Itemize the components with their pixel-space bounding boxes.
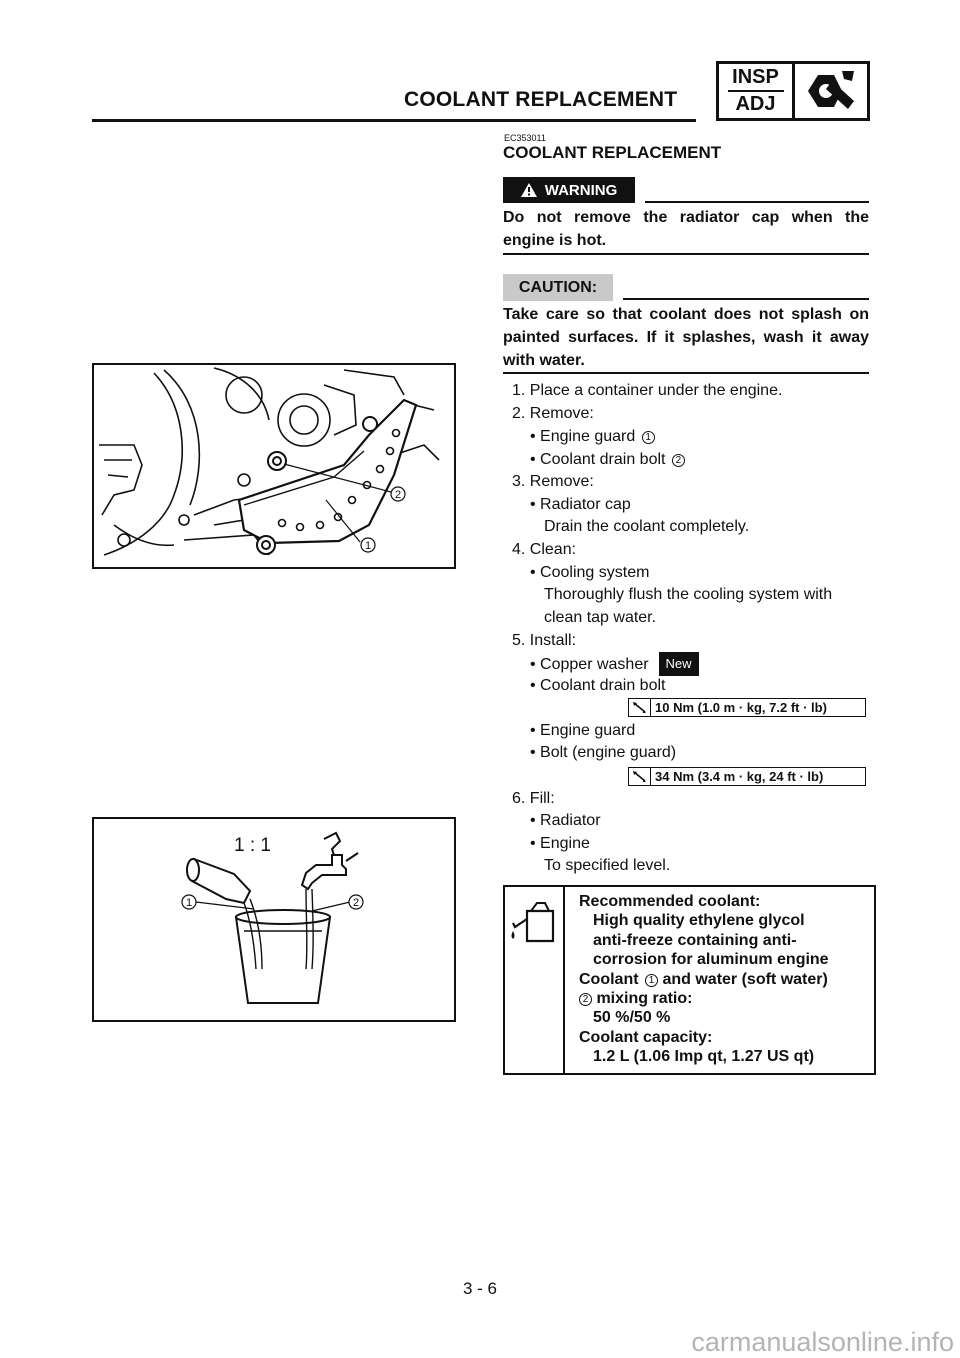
step-2: 2. Remove:: [512, 405, 594, 422]
insp-divider: [728, 90, 784, 92]
insp-text: INSP: [732, 66, 779, 88]
step-3a-note: Drain the coolant completely.: [544, 518, 750, 535]
torque-wrench-icon: [629, 768, 651, 785]
torque-value-2: 34 Nm (3.4 m · kg, 24 ft · lb): [655, 769, 824, 784]
spec-line-4: corrosion for aluminum engine: [593, 951, 829, 969]
step-3: 3. Remove:: [512, 473, 594, 490]
caution-top-rule: [623, 298, 869, 300]
adj-text: ADJ: [735, 93, 776, 115]
callout-2: 2: [352, 897, 360, 909]
step-2a: [530, 426, 655, 448]
step-6b: • Engine: [530, 835, 590, 852]
step-5d: • Bolt (engine guard): [530, 744, 677, 761]
insp-adj-label: [719, 64, 795, 118]
watermark: carmanualsonline.info: [691, 1327, 954, 1357]
torque-spec-2: [628, 767, 866, 786]
ref-1: 1: [645, 974, 658, 987]
coolant-mixing-illustration: [94, 819, 454, 1020]
spec-line-5b: and water (soft water): [662, 970, 828, 988]
step-5b: • Coolant drain bolt: [530, 677, 666, 694]
callout-2: 2: [394, 489, 402, 501]
spec-line-6b: mixing ratio:: [596, 990, 693, 1008]
step-2b: [530, 449, 685, 471]
caution-text: Take care so that coolant does not splash on painted surfaces. If it splashes, wash it away with water.: [503, 306, 869, 369]
step-4: 4. Clean:: [512, 541, 577, 558]
torque-value-1: 10 Nm (1.0 m · kg, 7.2 ft · lb): [655, 700, 827, 715]
step-5a: [530, 652, 699, 676]
page-number: 3 - 6: [462, 1279, 498, 1298]
spec-line-9: 1.2 L (1.06 Imp qt, 1.27 US qt): [593, 1048, 815, 1066]
warning-label-text: WARNING: [544, 181, 618, 199]
warning-label: [503, 177, 635, 203]
spec-line-5: [579, 970, 829, 989]
spec-line-1: Recommended coolant:: [579, 893, 761, 910]
engine-guard-illustration: [94, 365, 454, 567]
coolant-spec-text: [579, 892, 829, 1067]
warning-bottom-rule: [503, 253, 869, 255]
oil-can-icon: [505, 887, 565, 1073]
coolant-mixing-figure: [92, 817, 456, 1022]
spec-line-3: anti-freeze containing anti-: [593, 931, 797, 949]
header-rule: [92, 119, 696, 122]
step-4a-note-1: Thoroughly flush the cooling system with: [544, 586, 833, 603]
wrench-icon: [795, 64, 867, 118]
step-2a-text: • Engine guard: [530, 428, 636, 445]
insp-adj-badge: [716, 61, 870, 121]
spec-line-7: 50 %/50 %: [593, 1009, 671, 1027]
step-4a-note-2: clean tap water.: [544, 609, 657, 626]
ref-2: 2: [672, 454, 685, 467]
spec-line-5a: Coolant: [579, 970, 639, 988]
ref-1: 1: [642, 431, 655, 444]
step-5c: • Engine guard: [530, 722, 636, 739]
ref-2: 2: [579, 993, 592, 1006]
warning-text: Do not remove the radiator cap when the engine is hot.: [503, 209, 869, 249]
step-5a-text: • Copper washer: [530, 656, 649, 673]
engine-guard-figure: [92, 363, 456, 569]
caution-label: CAUTION:: [503, 274, 613, 301]
page-header-title: COOLANT REPLACEMENT: [404, 88, 678, 111]
caution-bottom-rule: [503, 372, 869, 374]
torque-spec-1: [628, 698, 866, 717]
warning-triangle-icon: [521, 183, 537, 197]
step-4a: • Cooling system: [530, 564, 650, 581]
callout-1: 1: [364, 540, 372, 552]
warning-top-rule: [645, 201, 869, 203]
step-6a: • Radiator: [530, 812, 601, 829]
callout-1: 1: [185, 897, 193, 909]
spec-line-2: High quality ethylene glycol: [593, 912, 805, 930]
coolant-spec-box: [503, 885, 876, 1075]
step-1: 1. Place a container under the engine.: [512, 382, 783, 399]
mix-ratio-label: 1 : 1: [234, 835, 271, 856]
new-badge: New: [659, 652, 699, 676]
section-code: EC353011: [504, 133, 546, 143]
step-6: 6. Fill:: [512, 790, 555, 807]
section-title: COOLANT REPLACEMENT: [503, 143, 722, 162]
torque-wrench-icon: [629, 699, 651, 716]
step-5: 5. Install:: [512, 632, 577, 649]
spec-line-6: [579, 989, 829, 1008]
step-3a: • Radiator cap: [530, 496, 631, 513]
step-6-note: To specified level.: [544, 857, 671, 874]
step-2b-text: • Coolant drain bolt: [530, 451, 666, 468]
spec-line-8: Coolant capacity:: [579, 1028, 713, 1046]
